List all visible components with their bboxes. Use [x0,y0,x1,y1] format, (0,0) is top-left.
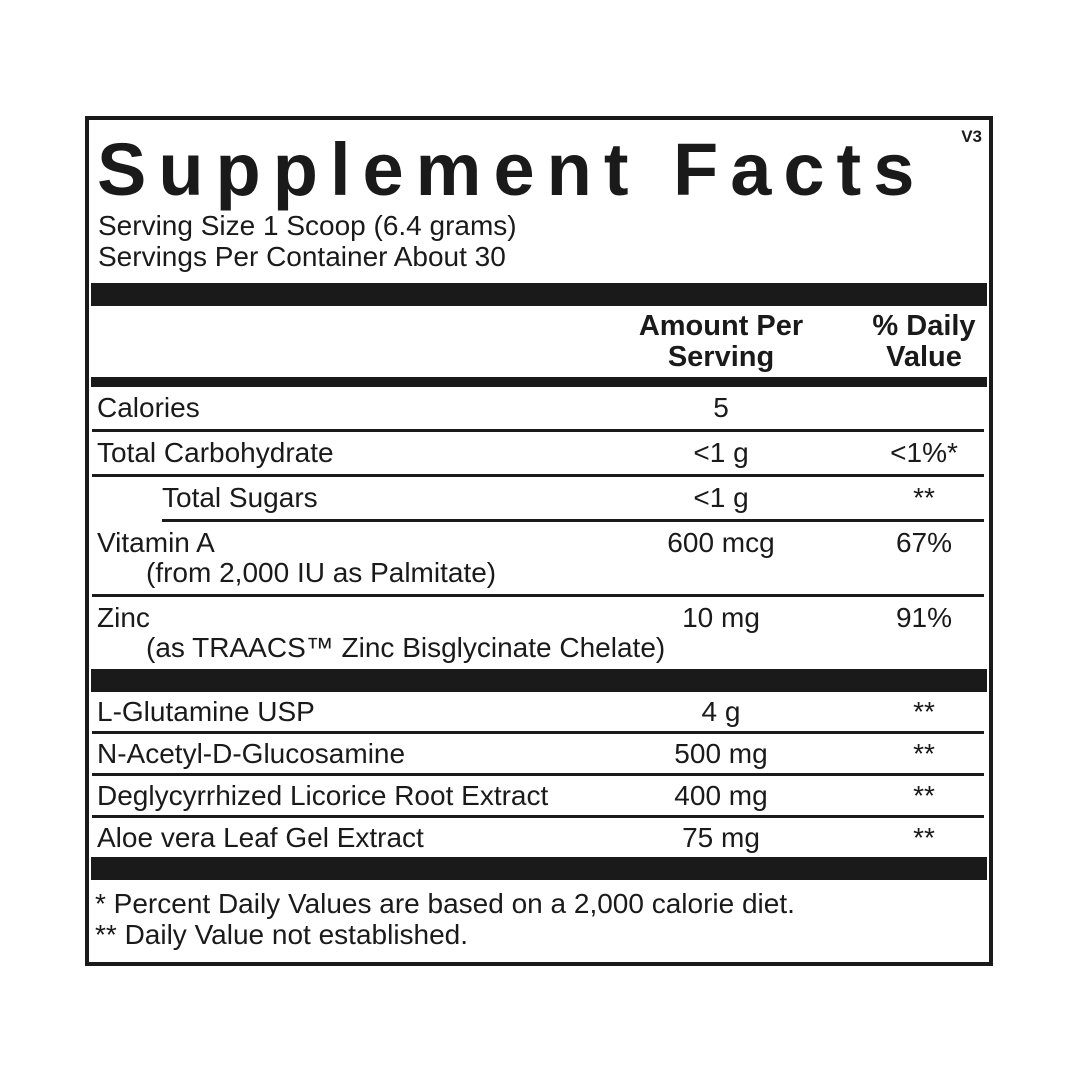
ingredient-daily-value: 91% [895,602,953,633]
ingredient-name: N-Acetyl-D-Glucosamine [97,738,406,769]
section-bar-top [91,283,987,306]
ingredient-amount: 400 mg [674,780,768,811]
section-bar-middle [91,669,987,692]
table-header-row [89,306,989,377]
header-percent-daily-value [821,311,989,373]
ingredient-amount: 5 [713,392,729,423]
ingredient-daily-value: 67% [895,527,953,558]
footnotes [95,888,989,950]
ingredient-amount: <1 g [693,482,749,513]
table-row [89,477,989,519]
table-row [89,522,989,594]
ingredient-daily-value: ** [913,696,935,727]
ingredient-name: Total Carbohydrate [97,437,334,468]
ingredient-daily-value: <1%* [890,437,958,468]
nutrient-rows-section [89,387,989,669]
table-row [89,692,989,731]
ingredient-daily-value: ** [913,822,935,853]
ingredient-name: Vitamin A [97,527,215,558]
ingredient-name: Aloe vera Leaf Gel Extract [97,822,424,853]
table-row [89,776,989,815]
header-amount-line2: Serving [667,341,775,373]
ingredient-amount: 10 mg [682,602,760,633]
supplement-facts-panel [85,116,993,966]
ingredient-name: Deglycyrrhized Licorice Root Extract [97,780,549,811]
ingredient-amount: <1 g [693,437,749,468]
header-amount-line1: Amount Per [638,310,804,342]
table-row [89,818,989,857]
ingredient-daily-value: ** [913,780,935,811]
footnote-daily-values: * Percent Daily Values are based on a 2,000 calorie diet. [95,888,795,919]
version-superscript: V3 [961,127,982,146]
ingredient-name: Calories [97,392,200,423]
ingredient-name-indented: Total Sugars [162,482,318,513]
ingredient-source-note: (from 2,000 IU as Palmitate) [146,557,497,588]
serving-info [89,210,989,272]
section-bar-under-header [91,377,987,387]
serving-size: Serving Size 1 Scoop (6.4 grams) [98,210,517,241]
ingredient-amount: 600 mcg [667,527,775,558]
header-dv-line1: % Daily [872,310,976,342]
table-row [89,432,989,474]
table-row [89,597,989,669]
ingredient-name: Zinc [97,602,150,633]
ingredient-daily-value: ** [913,738,935,769]
ingredient-daily-value [821,393,989,423]
ingredient-source-note: (as TRAACS™ Zinc Bisglycinate Chelate) [146,632,666,663]
table-row [89,387,989,429]
footnote-dv-not-established: ** Daily Value not established. [95,919,469,950]
ingredient-amount: 4 g [701,696,741,727]
ingredient-name: L-Glutamine USP [97,696,315,727]
ingredient-amount: 500 mg [674,738,768,769]
ingredient-daily-value: ** [913,482,935,513]
servings-per-container: Servings Per Container About 30 [98,241,506,272]
header-spacer [89,311,621,373]
ingredient-amount: 75 mg [682,822,760,853]
header-amount-per-serving [621,311,821,373]
panel-title: Supplement Facts [97,128,927,211]
table-row [89,734,989,773]
section-bar-bottom [91,857,987,880]
header-dv-line2: Value [886,341,962,373]
proprietary-rows-section [89,692,989,857]
